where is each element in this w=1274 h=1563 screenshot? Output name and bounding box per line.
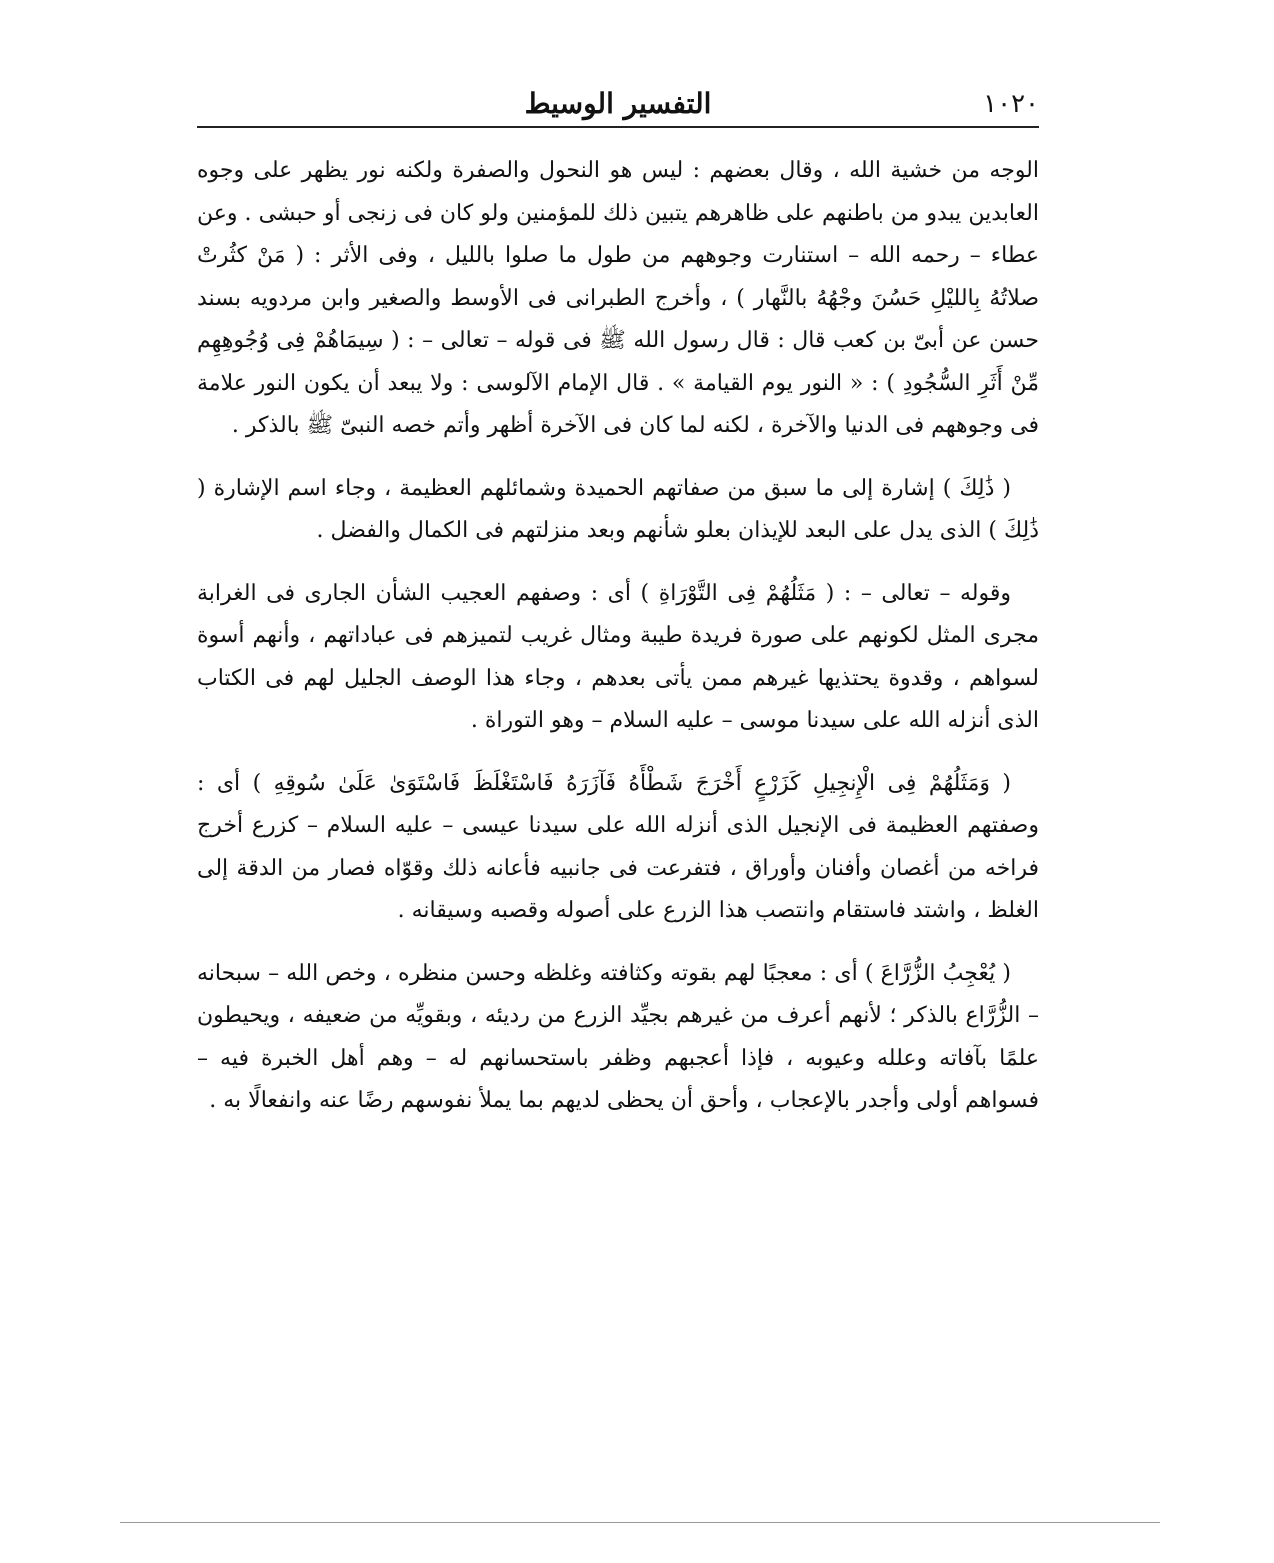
paragraph-1: الوجه من خشية الله ، وقال بعضهم : ليس هو النحول والصفرة ولكنه نور يظهر على وجوه العابدين يبدو من باطنهم على ظاهرهم يتبين ذلك للمؤمنين ولو كان فى زنجى أو حبشى . وعن عطاء – رحمه الله – استنارت وجوههم من طول ما صلوا بالليل ، وفى الأثر : ( مَنْ كثُرتْ صلاتُهُ بِالليْلِ حَسُنَ وجْهُهُ بالنَّهار ) ، وأخرج الطبرانى فى الأوسط والصغير وابن مردويه بسند حسن عن أبىّ بن كعب قال : قال رسول الله ﷺ فى قوله – تعالى – : ( سِيمَاهُمْ فِى وُجُوهِهِم مِّنْ أَثَرِ السُّجُودِ ) : « النور يوم القيامة » . قال الإمام الآلوسى : ولا يبعد أن يكون النور علامة فى وجوههم فى الدنيا والآخرة ، لكنه لما كان فى الآخرة أظهر وأتم خصه النبىّ ﷺ بالذكر . [197, 158, 1039, 438]
paragraph-3: وقوله – تعالى – : ( مَثَلُهُمْ فِى التَّوْرَاةِ ) أى : وصفهم العجيب الشأن الجارى فى الغرابة مجرى المثل لكونهم على صورة فريدة طيبة ومثال غريب لتميزهم فى عباداتهم ، وأنهم أسوة لسواهم ، وقدوة يحتذيها غيرهم ممن يأتى بعدهم ، وجاء هذا الوصف الجليل لهم فى الكتاب الذى أنزله الله على سيدنا موسى – عليه السلام – وهو التوراة . [197, 580, 1039, 733]
paragraph-4: ( وَمَثَلُهُمْ فِى الْإِنجِيلِ كَزَرْعٍ أَخْرَجَ شَطْأَهُ فَآزَرَهُ فَاسْتَغْلَظَ فَاسْتَوَىٰ عَلَىٰ سُوقِهِ ) أى : وصفتهم العظيمة فى الإنجيل الذى أنزله الله على سيدنا عيسى – عليه السلام – كزرع أخرج فراخه من أغصان وأفنان وأوراق ، فتفرعت فى جانبيه فأعانه ذلك وقوّاه فصار من الدقة إلى الغلظ ، واشتد فاستقام وانتصب هذا الزرع على أصوله وقصبه وسيقانه . [197, 770, 1039, 923]
paragraph-2: ( ذَٰلِكَ ) إشارة إلى ما سبق من صفاتهم الحميدة وشمائلهم العظيمة ، وجاء اسم الإشارة ( ذَٰلِكَ ) الذى يدل على البعد للإيذان بعلو شأنهم وبعد منزلتهم فى الكمال والفضل . [197, 475, 1039, 543]
header-rule [197, 126, 1039, 128]
footer-rule [120, 1522, 1160, 1523]
paragraph-5: ( يُعْجِبُ الزُّرَّاعَ ) أى : معجبًا لهم بقوته وكثافته وغلظه وحسن منظره ، وخص الله – سبحانه – الزُّرَّاع بالذكر ؛ لأنهم أعرف من غيرهم بجيِّد الزرع من رديئه ، وبقويِّه من ضعيفه ، ويحيطون علمًا بآفاته وعلله وعيوبه ، فإذا أعجبهم وظفر باستحسانهم له – وهم أهل الخبرة فيه – فسواهم أولى وأجدر بالإعجاب ، وأحق أن يحظى لديهم بما يملأ نفوسهم رضًا عنه وانفعالًا به . [197, 960, 1039, 1113]
body-text [197, 150, 1039, 1123]
running-title: التفسير الوسيط [524, 87, 712, 120]
page-number: ١٠٢٠ [983, 89, 1039, 119]
page-header [197, 84, 1039, 124]
